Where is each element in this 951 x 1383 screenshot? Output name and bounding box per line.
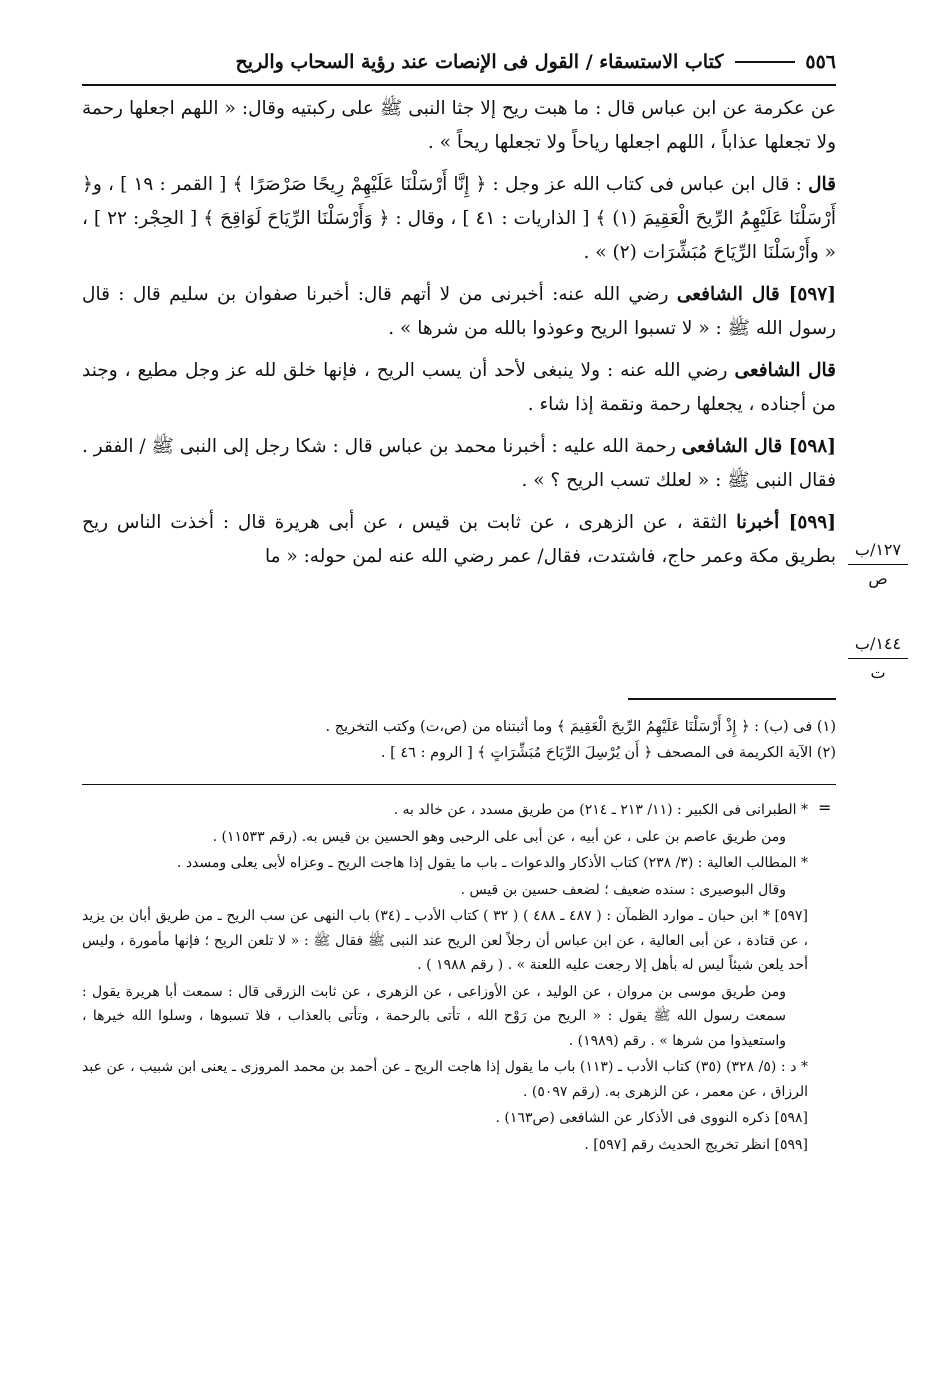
takhrij-entry: * د : (٥/ ٣٢٨) (٣٥) كتاب الأدب ـ (١١٣) باب ما يقول إذا هاجت الريح ـ عن أحمد بن محمد المروزى ـ يعنى ابن شبيب ، عن عبد الرزاق ، عن معمر ، عن الزهرى به. (رقم ٥٠٩٧) . <box>82 1059 809 1100</box>
header-rule <box>82 84 836 86</box>
margin-folio: ١٢٧/ب <box>854 540 902 559</box>
paragraph-2: قال : قال ابن عباس فى كتاب الله عز وجل : ﴿ إِنَّا أَرْسَلْنَا عَلَيْهِمْ رِيحًا صَرْصَرًا ﴾ [ القمر : ١٩ ] ، و﴿ أَرْسَلْنَا عَلَيْهِمُ الرِّيحَ الْعَقِيمَ (١) ﴾ [ الذاريات : ٤١ ] ، وقال : ﴿ وَأَرْسَلْنَا الرِّيَاحَ لَوَاقِحَ ﴾ [ الحِجْر: ٢٢ ] ، « وأَرْسَلْنَا الرِّيَاحَ مُبَشِّرَات (٢) » . <box>82 174 836 263</box>
margin-note-1 <box>848 540 908 589</box>
footnote-rule <box>628 698 836 700</box>
takhrij-entry: [٥٩٩] انظر تخريج الحديث رقم [٥٩٧] . <box>584 1136 808 1153</box>
paragraph-lead: [٥٩٧] قال الشافعى <box>676 284 836 305</box>
margin-siglum: ص <box>868 569 888 588</box>
paragraph-598: [٥٩٨] قال الشافعى رحمة الله عليه : أخبرنا محمد بن عباس قال : شكا رجل إلى النبى ﷺ / الفقر . فقال النبى ﷺ : « لعلك تسب الريح ؟ » . <box>82 436 836 491</box>
footnotes <box>82 714 836 766</box>
margin-folio: ١٤٤/ب <box>854 634 902 653</box>
paragraph-lead: قال الشافعى <box>734 360 836 381</box>
running-header <box>82 44 836 80</box>
paragraph-599: [٥٩٩] أخبرنا الثقة ، عن الزهرى ، عن ثابت بن قيس ، عن أبى هريرة قال : أخذت الناس ريح بطريق مكة وعمر حاج، فاشتدت، فقال/ عمر رضي الله عنه لمن حوله: « ما <box>82 512 836 567</box>
paragraph-lead: [٥٩٨] قال الشافعى <box>681 436 836 457</box>
takhrij-notes <box>82 798 808 1159</box>
takhrij-entry: [٥٩٧] * ابن حبان ـ موارد الظمآن : ( ٤٨٧ ـ ٤٨٨ ) ( ٣٢ ) كتاب الأدب ـ (٣٤) باب النهى عن سب الريح ـ من طريق أبان بن يزيد ، عن قتادة ، عن أبى العالية ، عن ابن عباس أن رجلاً لعن الريح عند النبى ﷺ فقال ﷺ : « لا تلعن الريح ؛ فإنها مأمورة ، وليس أحد يلعن شيئاً ليس له بأهل إلا رجعت عليه اللعنة » . ( رقم ١٩٨٨ ) . <box>82 908 808 973</box>
margin-siglum: ت <box>870 663 886 682</box>
takhrij-entry: ومن طريق موسى بن مروان ، عن الوليد ، عن الأوزاعى ، عن الزهرى ، عن ثابت الزرقى قال : سمعت أبا هريرة يقول : سمعت رسول الله ﷺ يقول : « الريح من رَوْح الله ، تأتى بالرحمة ، وتأتى بالعذاب ، فلا تسبوها ، وسلوا الله خيرها ، واستعيذوا من شرها » . رقم (١٩٨٩) . <box>82 983 786 1049</box>
takhrij-entry: * الطبرانى فى الكبير : (١١/ ٢١٣ ـ ٢١٤) من طريق مسدد ، عن خالد به . <box>393 802 808 818</box>
takhrij-entry: وقال البوصيرى : سنده ضعيف ؛ لضعف حسين بن قيس . <box>460 881 786 898</box>
margin-note-2 <box>848 634 908 683</box>
continuation-mark: = <box>818 798 832 817</box>
takhrij-rule <box>82 784 836 785</box>
page-number: ٥٥٦ <box>805 51 836 73</box>
margin-rule <box>848 564 908 565</box>
paragraph-lead: قال <box>808 174 836 195</box>
footnote-1: (١) فى (ب) : ﴿ إِذْ أَرْسَلْنَا عَلَيْهِمُ الرِّيحَ الْعَقِيمَ ﴾ وما أثبتناه من (ص،ت) وكتب التخريج . <box>325 719 836 735</box>
header-dash <box>735 61 795 63</box>
header-title: كتاب الاستسقاء / القول فى الإنصات عند رؤية السحاب والريح <box>235 51 724 73</box>
footnote-2: (٢) الآية الكريمة فى المصحف ﴿ أَن يُرْسِلَ الرِّيَاحَ مُبَشِّرَاتٍ ﴾ [ الروم : ٤٦ ] . <box>380 745 836 761</box>
takhrij-entry: [٥٩٨] ذكره النووى فى الأذكار عن الشافعى (ص١٦٣) . <box>495 1110 808 1126</box>
main-text <box>82 92 836 582</box>
takhrij-entry: * المطالب العالية : (٣/ ٢٣٨) كتاب الأذكار والدعوات ـ باب ما يقول إذا هاجت الريح ـ وعزاه لأبى يعلى ومسدد . <box>176 855 808 871</box>
takhrij-entry: ومن طريق عاصم بن على ، عن أبيه ، عن أبى على الرحبى وهو الحسين بن قيس به. (رقم ١١٥٣٣) . <box>212 828 786 845</box>
paragraph-lead: [٥٩٩] أخبرنا <box>736 512 836 533</box>
paragraph-4: قال الشافعى رضي الله عنه : ولا ينبغى لأحد أن يسب الريح ، فإنها خلق لله عز وجل مطيع ، وجند من أجناده ، يجعلها رحمة ونقمة إذا شاء . <box>82 360 836 415</box>
paragraph-597: [٥٩٧] قال الشافعى رضي الله عنه: أخبرنى من لا أتهم قال: أخبرنا صفوان بن سليم قال : قال رسول الله ﷺ : « لا تسبوا الريح وعوذوا بالله من شرها » . <box>82 284 836 339</box>
margin-rule <box>848 658 908 659</box>
paragraph-1: عن عكرمة عن ابن عباس قال : ما هبت ريح إلا جثا النبى ﷺ على ركبتيه وقال: « اللهم اجعلها رحمة ولا تجعلها عذاباً ، اللهم اجعلها رياحاً ولا تجعلها ريحاً » . <box>82 98 836 153</box>
